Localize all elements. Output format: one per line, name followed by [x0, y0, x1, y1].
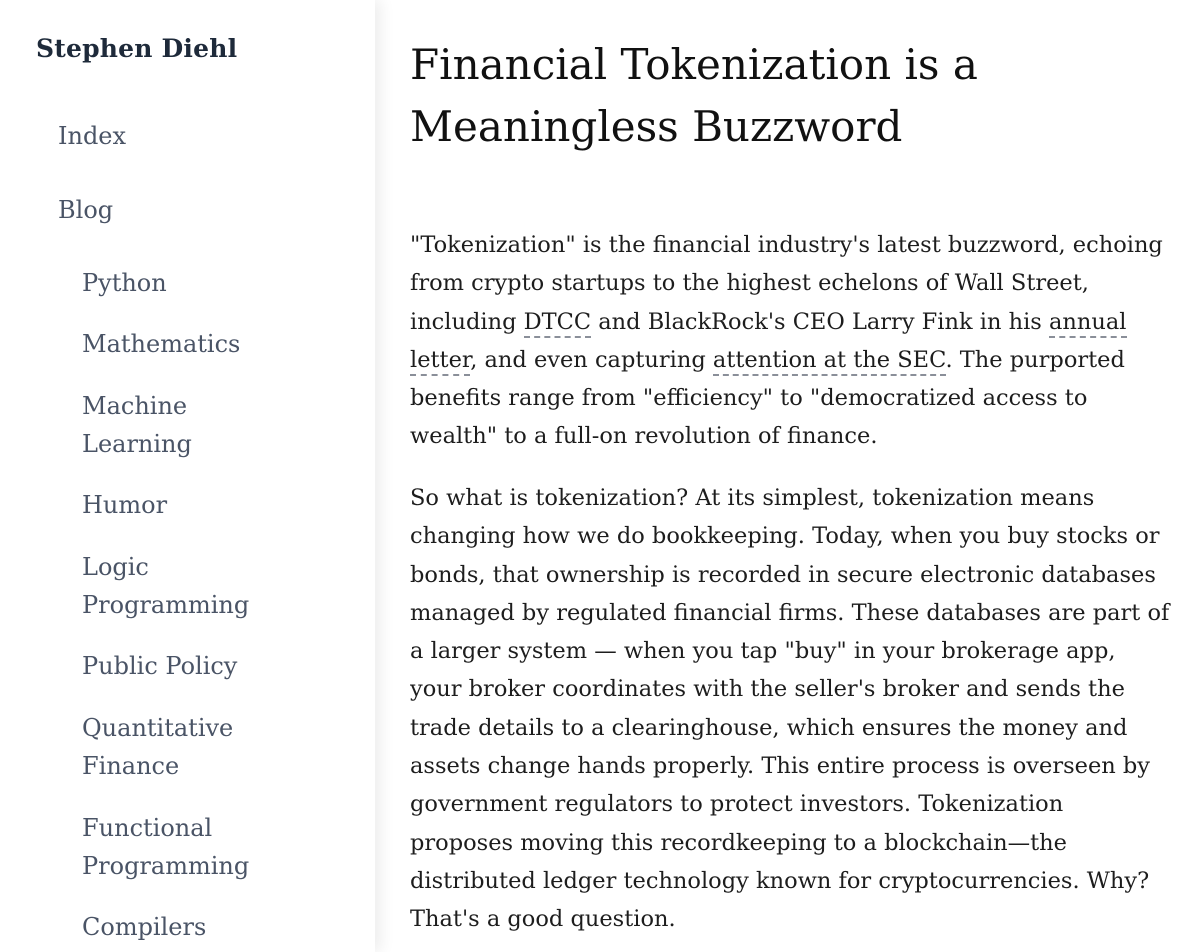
article — [410, 0, 1180, 952]
article-paragraph-2: So what is tokenization? At its simplest, tokenization means changing how we do bookkeeping. Today, when you buy stocks or bonds, that ownership is recorded in secure electronic databases managed by regulated financial firms. These databases are part of a larger system — when you tap "buy" in your brokerage app, your broker coordinates with the seller's broker and sends the trade details to a clearinghouse, which ensures the money and assets change hands properly. This entire process is overseen by government regulators to protect investors. Tokenization proposes moving this recordkeeping to a blockchain—the distributed ledger technology known for cryptocurrencies. Why? That's a good question. — [410, 485, 1170, 933]
sidebar-item-label: Learning — [82, 430, 192, 458]
sidebar-item-humor[interactable]: Humor — [82, 491, 168, 519]
sidebar-item-mathematics[interactable]: Mathematics — [82, 330, 241, 358]
sec-attention-link[interactable]: attention at the SEC — [713, 347, 946, 376]
sidebar-item-index[interactable]: Index — [58, 122, 127, 150]
page-title: Financial Tokenization is a Meaningless Buzzword — [410, 40, 978, 151]
dtcc-link[interactable]: DTCC — [524, 309, 591, 338]
sidebar — [0, 0, 375, 952]
sidebar-item-label: Programming — [82, 591, 250, 619]
article-paragraph-1 — [410, 226, 1170, 456]
sidebar-item-label: Machine — [82, 392, 188, 420]
paragraph-text: "Tokenization" is the financial industry's latest buzzword, echoing from crypto startups to the highest echelons of Wall Street, including — [410, 232, 1163, 335]
sidebar-item-quantitative-finance[interactable] — [82, 709, 233, 785]
paragraph-text: and BlackRock's CEO Larry Fink in his — [591, 308, 1049, 335]
sidebar-item-blog[interactable]: Blog — [58, 196, 114, 224]
sidebar-item-label: Quantitative — [82, 714, 234, 742]
sidebar-item-functional-programming[interactable] — [82, 809, 249, 885]
sidebar-item-public-policy[interactable]: Public Policy — [82, 652, 238, 680]
annual-letter-link[interactable]: annual letter — [410, 309, 1127, 376]
sidebar-item-label: Functional — [82, 814, 213, 842]
paragraph-text: , and even capturing — [470, 346, 713, 373]
sidebar-item-machine-learning[interactable] — [82, 387, 192, 463]
sidebar-item-label: Logic — [82, 553, 149, 581]
sidebar-item-label: Programming — [82, 852, 250, 880]
site-title-link[interactable]: Stephen Diehl — [36, 34, 238, 63]
sidebar-item-compilers[interactable]: Compilers — [82, 913, 207, 941]
sidebar-item-label: Finance — [82, 752, 180, 780]
paragraph-text: . The purported benefits range from "efficiency" to "democratized access to wealth" to a full-on revolution of finance. — [410, 346, 1125, 450]
sidebar-item-logic-programming[interactable] — [82, 548, 249, 624]
sidebar-item-python[interactable]: Python — [82, 269, 167, 297]
